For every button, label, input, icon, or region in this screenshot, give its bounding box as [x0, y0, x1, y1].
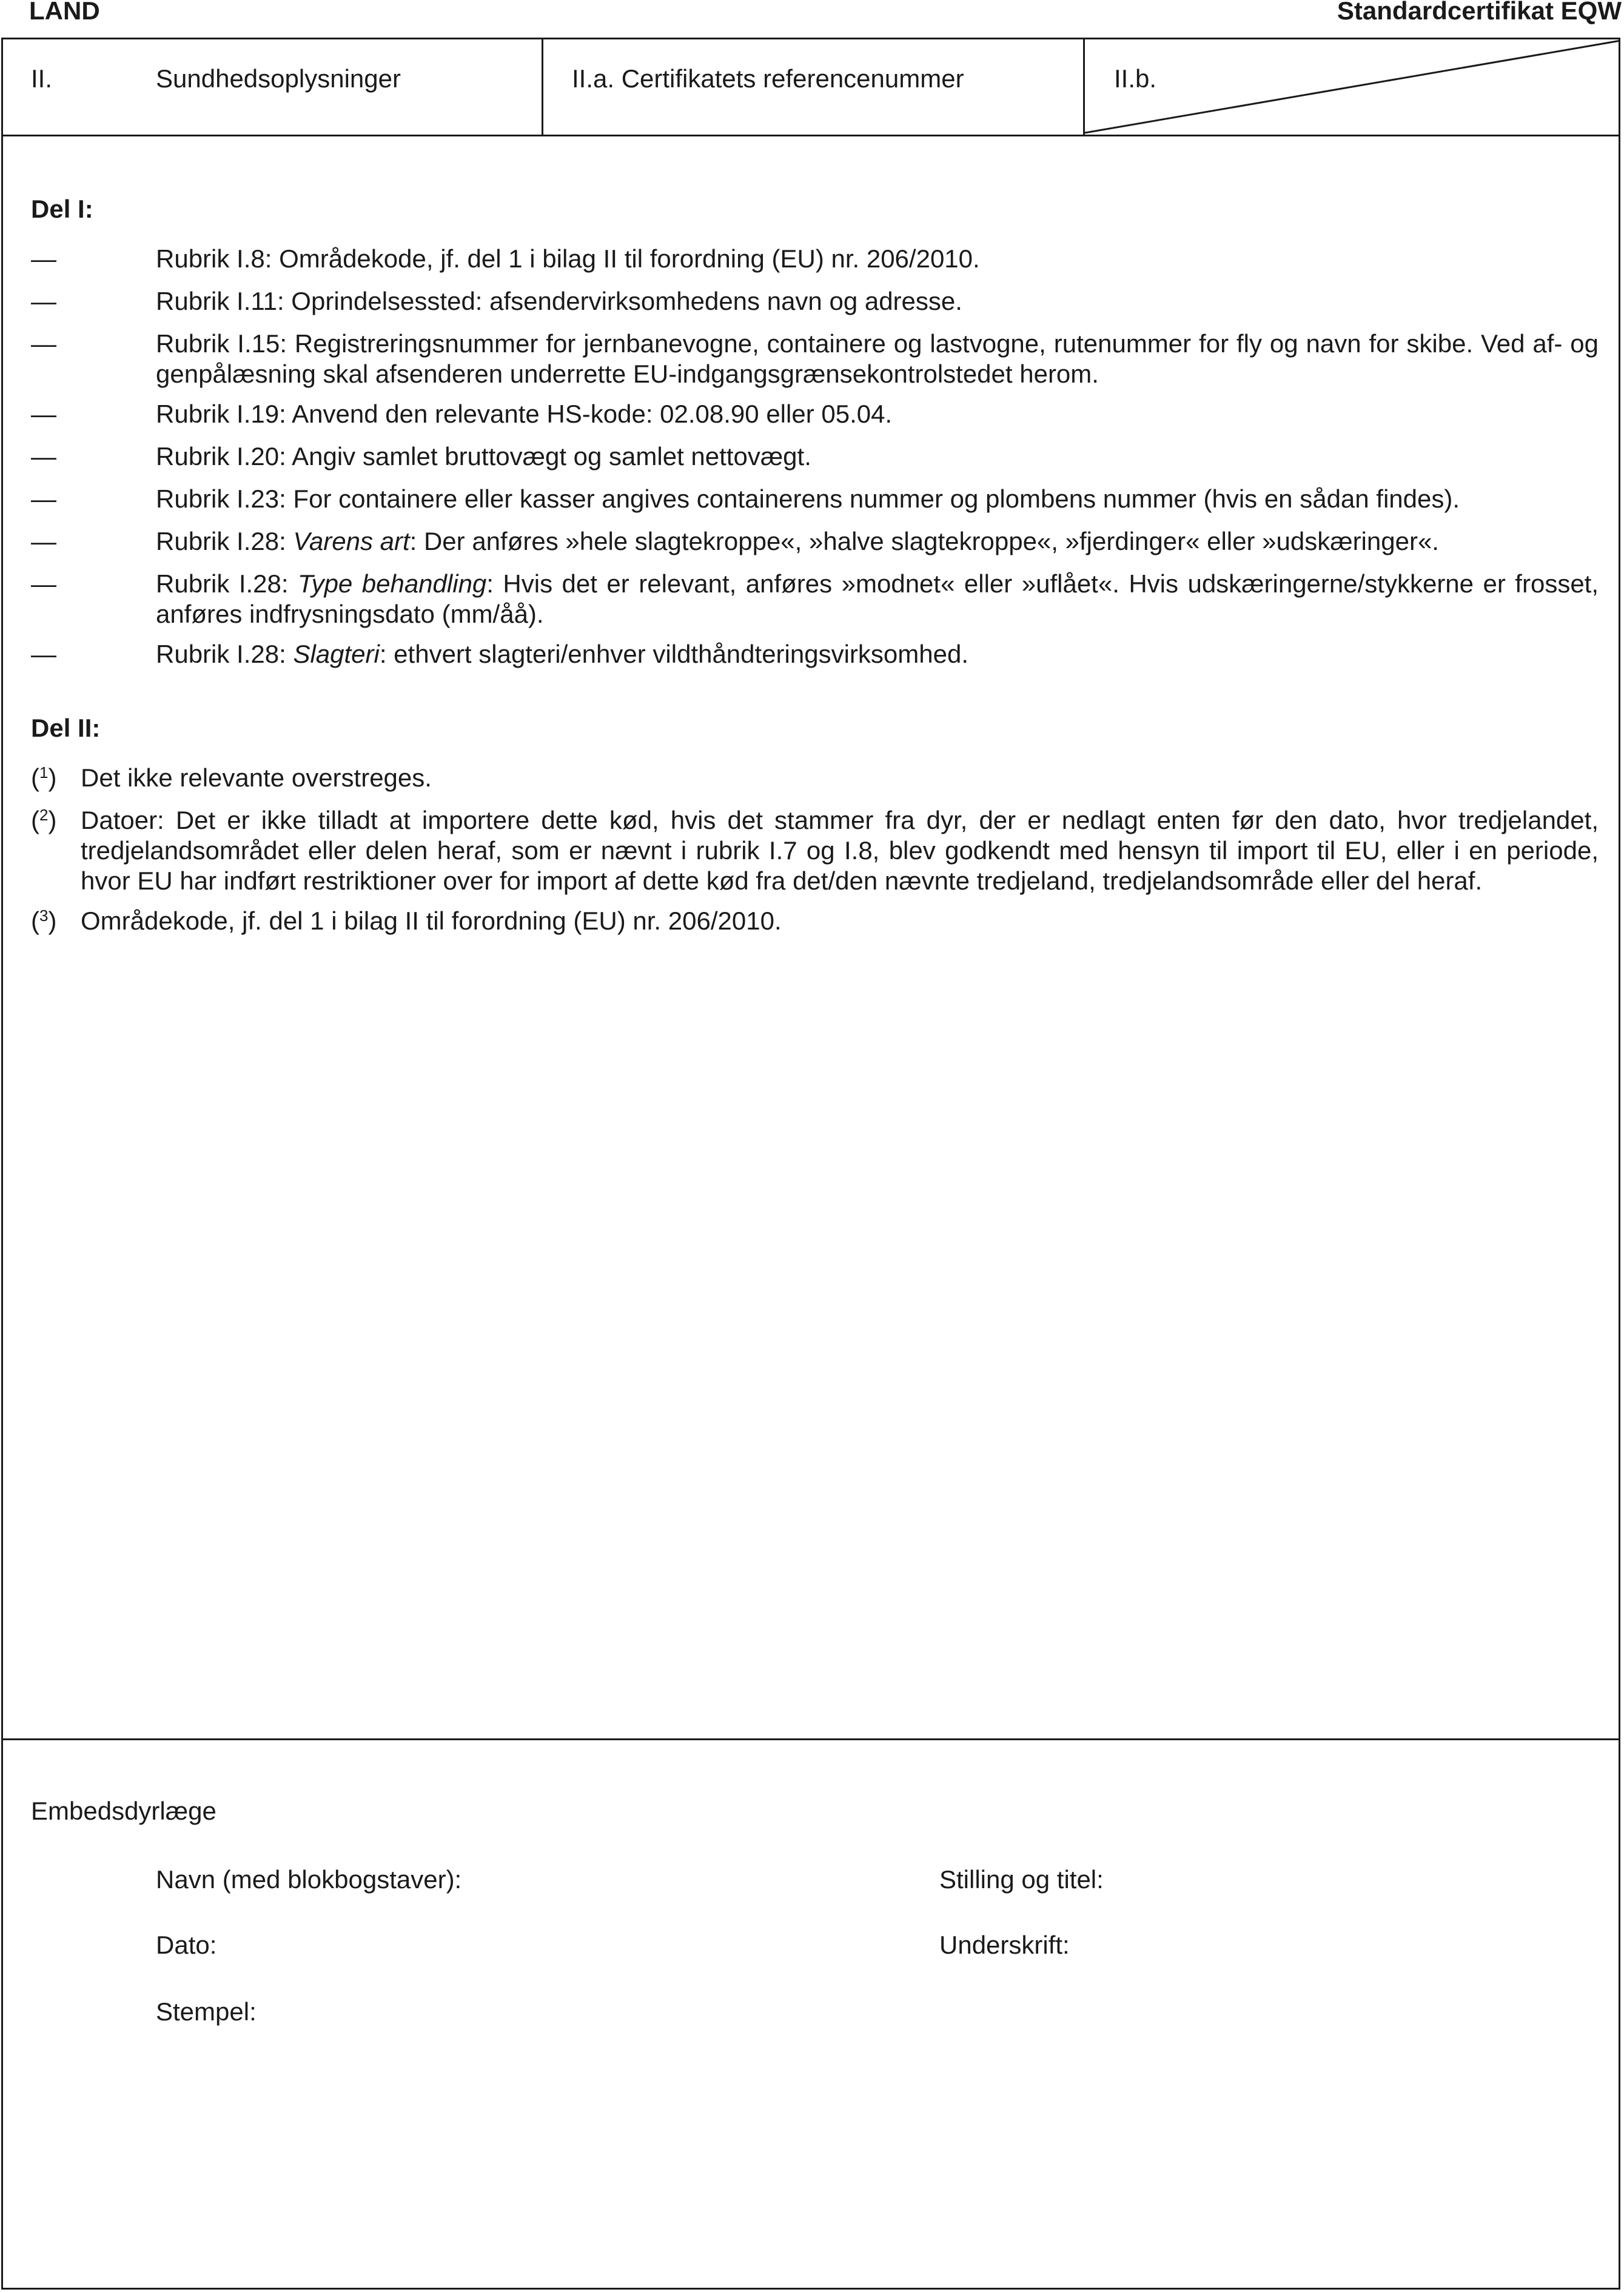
reference-number-label: II.a. Certifikatets referencenummer [572, 64, 964, 93]
dash-marker: — [31, 244, 56, 273]
footnote-item: ($^3$) Områdekode, jf. del 1 i bilag II til forordning (EU) nr. 206/2010. [31, 906, 782, 935]
dash-marker: — [31, 442, 56, 471]
list-item: — Rubrik I.20: Angiv samlet bruttovægt og samlet nettovægt. [31, 442, 811, 471]
name-label: Navn (med blokbogstaver): [156, 1865, 462, 1894]
section-number: II. [31, 64, 53, 93]
list-item: — Rubrik I.28: Varens art: Der anføres »hele slagtekroppe«, »halve slagtekroppe«, »fjerdinger« eller »udskæringer«. [31, 527, 1439, 555]
header-row [3, 39, 1619, 136]
position-label: Stilling og titel: [939, 1865, 1104, 1894]
footnote-number: ($^3$) [31, 906, 57, 935]
list-item: — Rubrik I.28: Slagteri: ethvert slagteri/enhver vildthåndteringsvirksomhed. [31, 640, 968, 668]
stamp-label: Stempel: [156, 1997, 257, 2026]
certificate-frame [1, 38, 1620, 2290]
content-area [3, 135, 1619, 1740]
list-item: — Rubrik I.15: Registreringsnummer for jernbanevogne, containere og lastvogne, rutenummer for fly og navn for skibe. Ved af- og genpålæsning skal afsenderen underrette EU-indgangsgrænsekontrolstedet herom. [31, 329, 1599, 388]
country-label: LAND [29, 0, 100, 25]
footnote-item: ($^1$) Det ikke relevante overstreges. [31, 763, 432, 792]
dash-marker: — [31, 640, 56, 668]
footnote-number: ($^1$) [31, 763, 57, 792]
section-title: Sundhedsoplysninger [156, 64, 401, 93]
dash-marker: — [31, 484, 56, 513]
header-divider [542, 39, 543, 135]
dash-marker: — [31, 400, 56, 428]
diagonal-strike-line [1085, 39, 1620, 135]
part1-title: Del I: [31, 195, 93, 223]
list-item: — Rubrik I.19: Anvend den relevante HS-kode: 02.08.90 eller 05.04. [31, 400, 893, 428]
date-label: Dato: [156, 1931, 217, 1959]
dash-marker: — [31, 569, 56, 598]
signature-label: Underskrift: [939, 1931, 1070, 1959]
dash-marker: — [31, 329, 56, 358]
list-item: — Rubrik I.23: For containere eller kasser angives containerens nummer og plombens nummer (hvis en sådan findes). [31, 484, 1460, 513]
dash-marker: — [31, 287, 56, 315]
footnote-item: ($^2$) Datoer: Det er ikke tilladt at importere dette kød, hvis det stammer fra dyr, der er nedlagt enten før den dato, hvor tredjelandet, tredjelandsområdet eller delen heraf, som er nævnt i rubrik I.7 og I.8, blev godkendt med hensyn til import til EU, eller i en periode, hvor EU har indført restriktioner over for import af dette kød fra det/den nævnte tredjeland, tredjelandsområde eller del heraf. [31, 806, 1599, 895]
dash-marker: — [31, 527, 56, 555]
official-vet-title: Embedsdyrlæge [31, 1797, 216, 1825]
list-item: — Rubrik I.8: Områdekode, jf. del 1 i bilag II til forordning (EU) nr. 206/2010. [31, 244, 980, 273]
list-item: — Rubrik I.11: Oprindelsessted: afsendervirksomhedens navn og adresse. [31, 287, 962, 315]
footnote-number: ($^2$) [31, 806, 57, 834]
iib-label: II.b. [1114, 64, 1157, 93]
part2-title: Del II: [31, 714, 101, 742]
list-item: — Rubrik I.28: Type behandling: Hvis det er relevant, anføres »modnet« eller »uflået«. Hvis udskæringerne/stykkerne er frosset, anføres indfrysningsdato (mm/åå). [31, 569, 1599, 628]
certificate-label: Standardcertifikat EQW [1337, 0, 1622, 25]
